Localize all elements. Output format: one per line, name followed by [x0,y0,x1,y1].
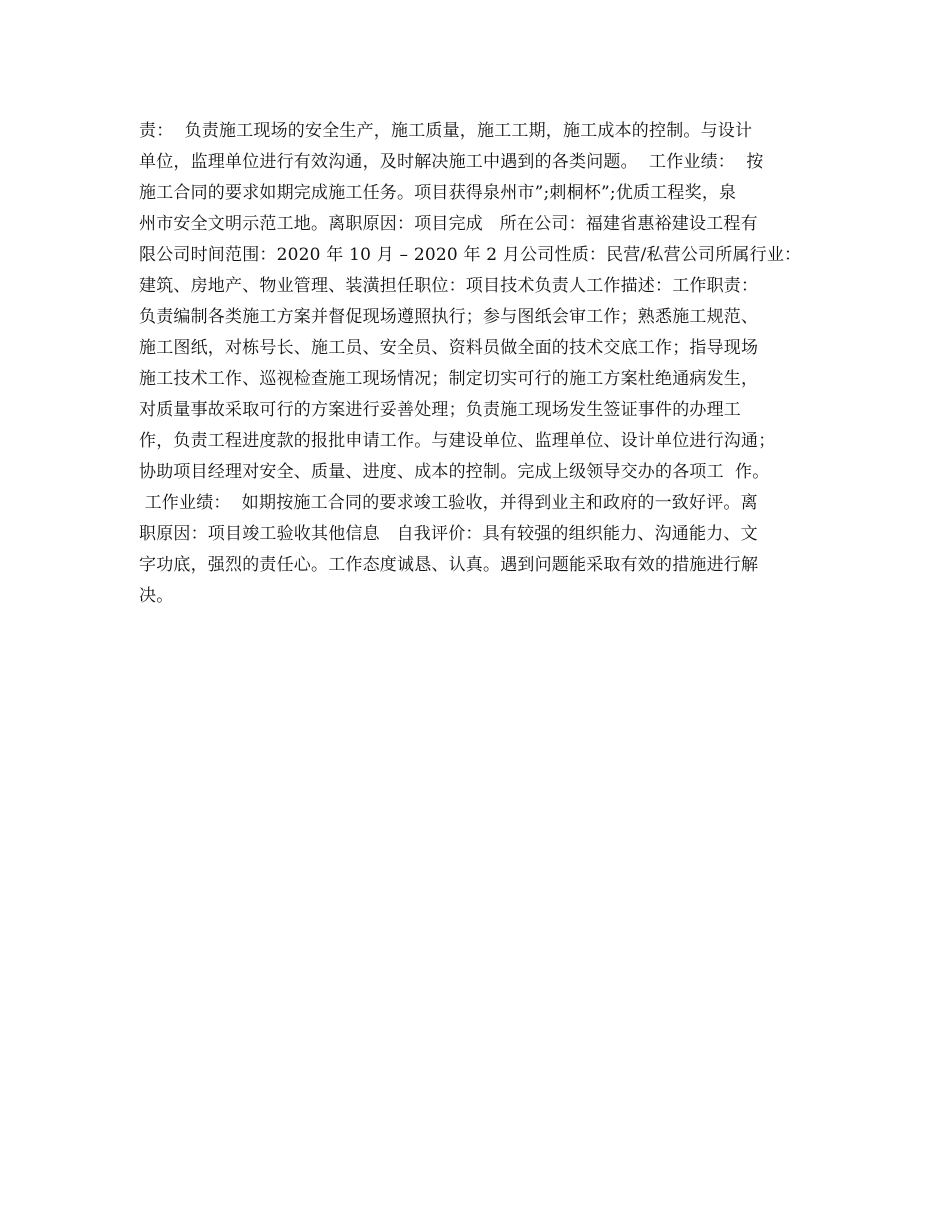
text-line: 工作业绩： 如期按施工合同的要求竣工验收，并得到业主和政府的一致好评。离 [139,493,758,513]
text-line: 施工技术工作、巡视检查施工现场情况；制定切实可行的施工方案杜绝通病发生， [139,369,759,389]
text-line: 负责编制各类施工方案并督促现场遵照执行；参与图纸会审工作；熟悉施工规范、 [139,307,759,327]
text-line: 施工合同的要求如期完成施工任务。项目获得泉州市”;刺桐杯”;优质工程奖，泉 [139,183,737,203]
text-line: 建筑、房地产、物业管理、装潢担任职位：项目技术负责人工作描述：工作职责： [139,276,759,296]
text-line: 字功底，强烈的责任心。工作态度诚恳、认真。遇到问题能采取有效的措施进行解 [139,555,759,575]
text-line: 协助项目经理对安全、质量、进度、成本的控制。完成上级领导交办的各项工 作。 [139,462,770,482]
text-line: 对质量事故采取可行的方案进行妥善处理；负责施工现场发生签证事件的办理工 [139,400,741,420]
text-line: 单位，监理单位进行有效沟通，及时解决施工中遇到的各类问题。 工作业绩： 按 [139,152,764,172]
resume-text-block [139,116,829,612]
text-line: 作，负责工程进度款的报批申请工作。与建设单位、监理单位、设计单位进行沟通； [139,431,776,451]
text-line: 决。 [139,586,174,606]
text-line: 职原因：项目竣工验收其他信息 自我评价：具有较强的组织能力、沟通能力、文 [139,524,758,544]
text-line: 施工图纸，对栋号长、施工员、安全员、资料员做全面的技术交底工作；指导现场 [139,338,759,358]
text-line: 限公司时间范围：2020 年 10 月 – 2020 年 2 月公司性质：民营/私营公司所属行业： [139,245,802,265]
text-line: 州市安全文明示范工地。离职原因：项目完成 所在公司：福建省惠裕建设工程有 [139,214,758,234]
text-line: 责： 负责施工现场的安全生产，施工质量，施工工期，施工成本的控制。与设计 [139,121,753,141]
